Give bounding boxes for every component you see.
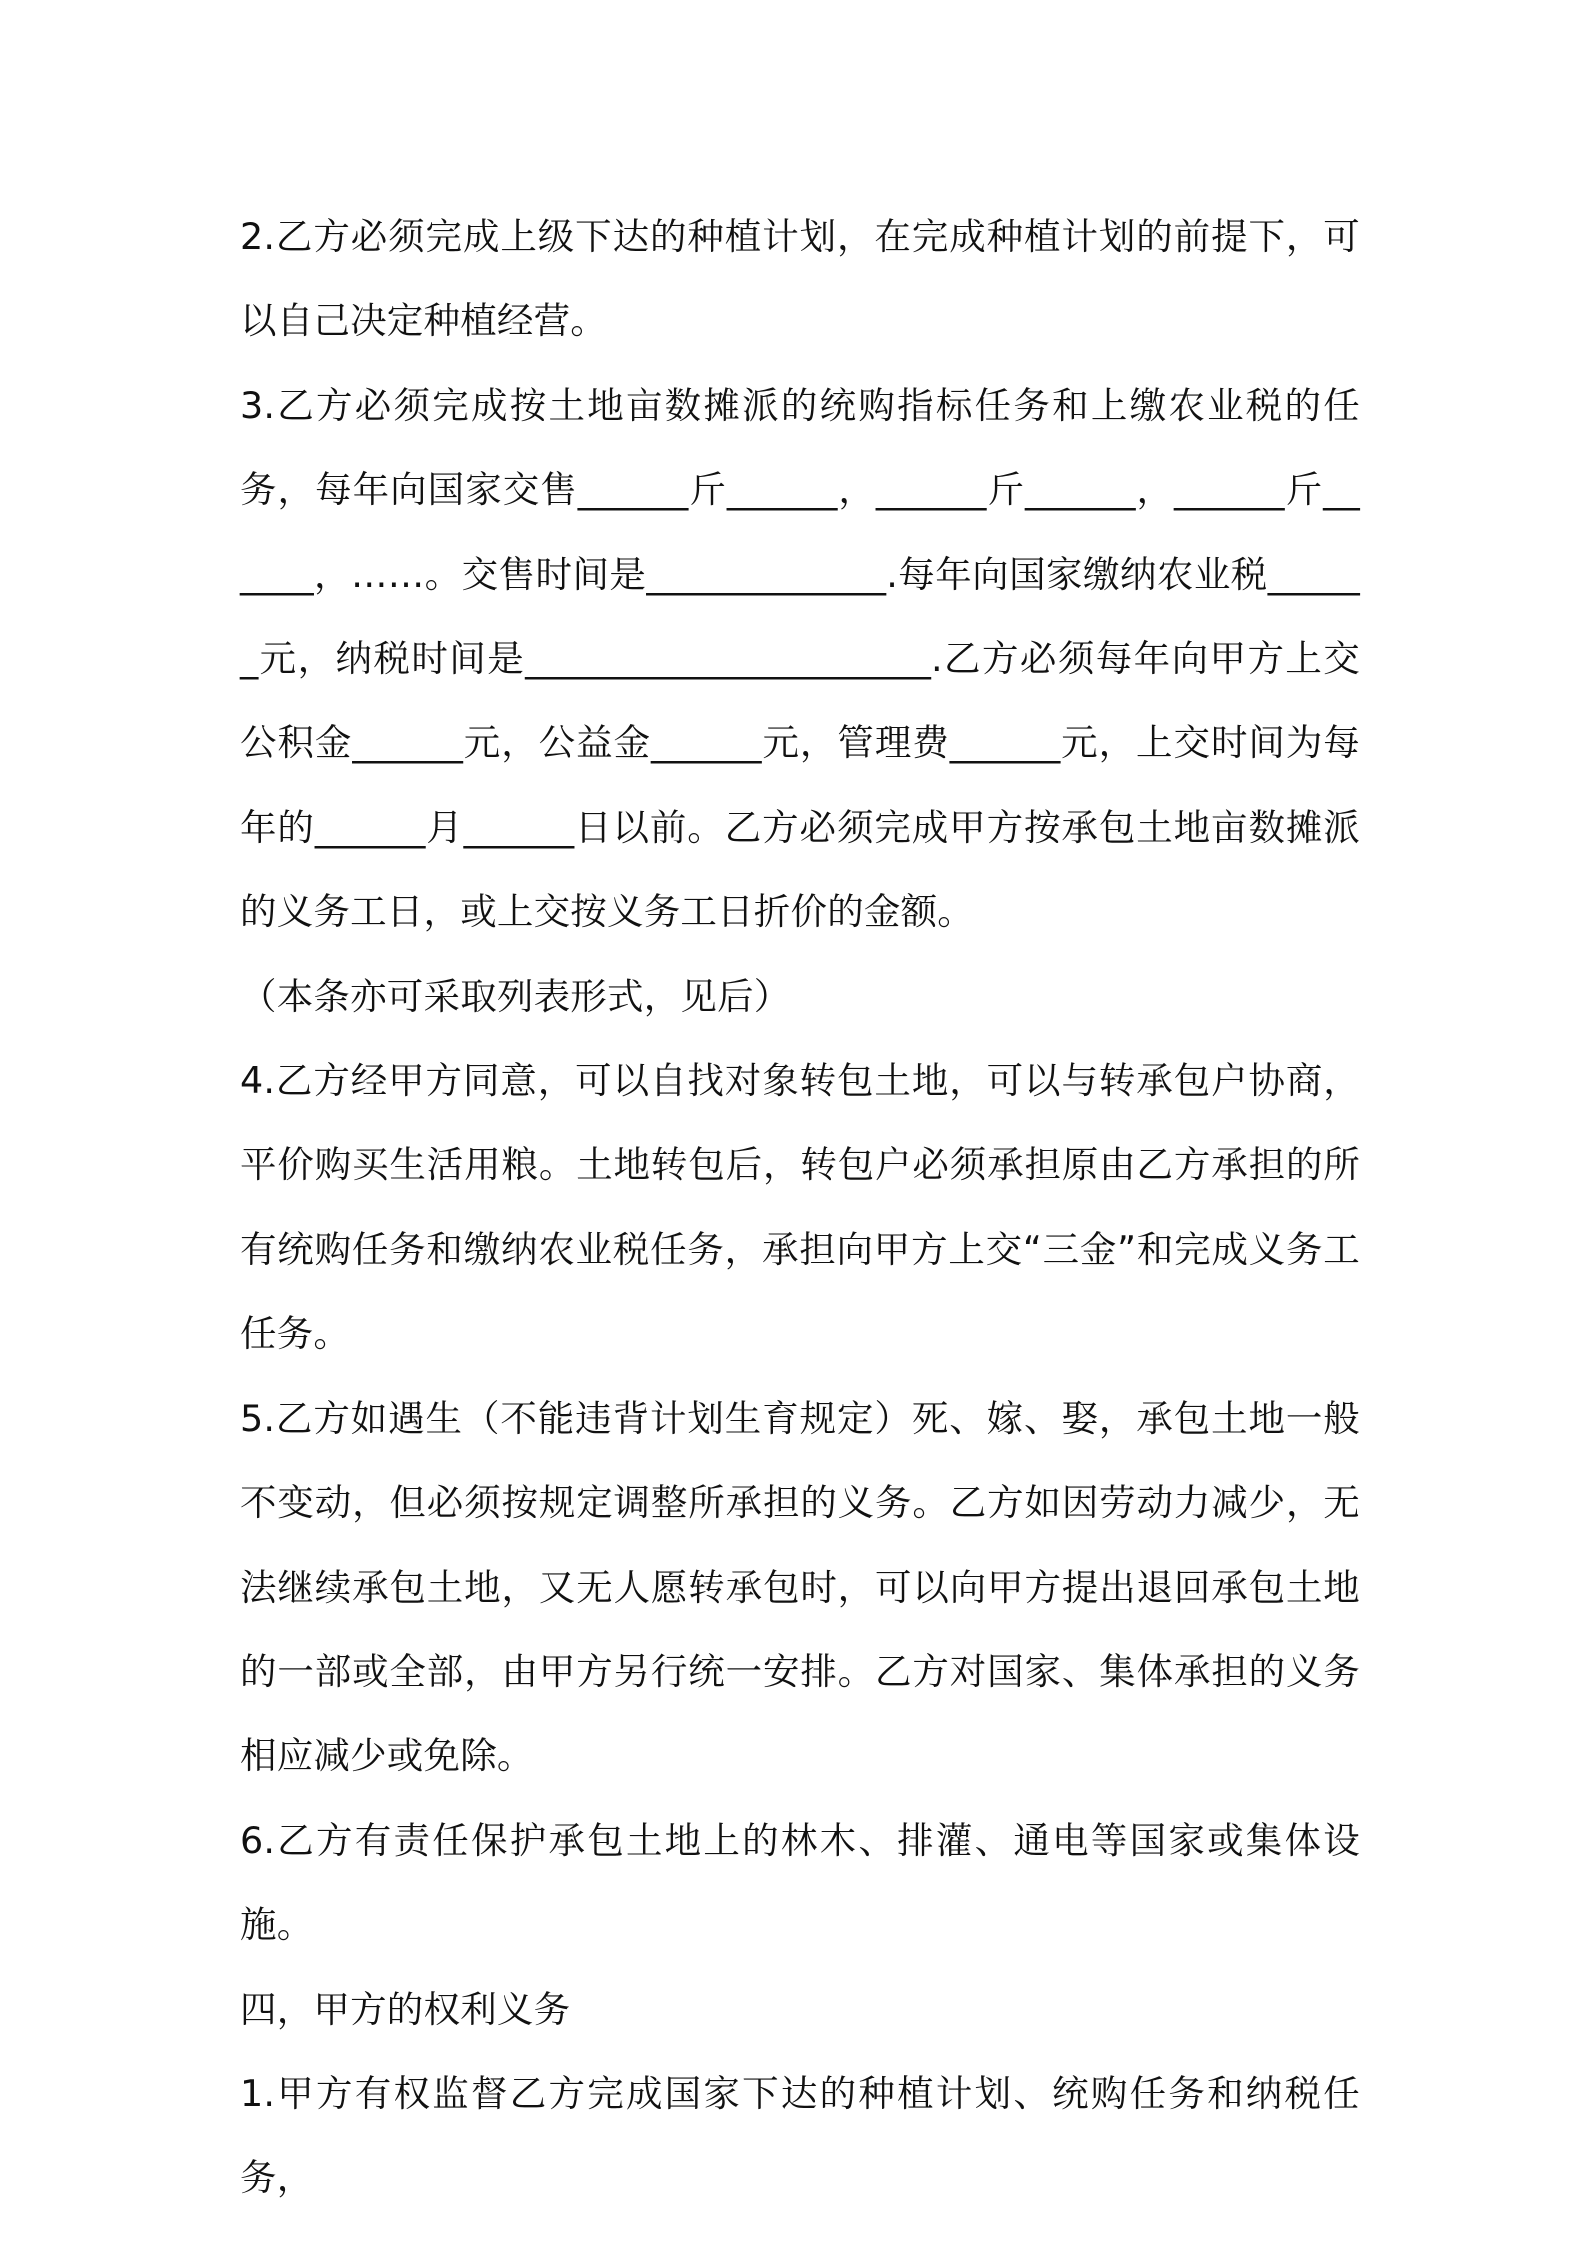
- clause-3-4: 4.乙方经甲方同意，可以自找对象转包土地，可以与转承包户协商，平价购买生活用粮。土地转包后，转包户必须承担原由乙方承担的所有统购任务和缴纳农业税任务，承担向甲方上交“三金”和完成义务工任务。: [240, 1059, 1360, 1356]
- clause-4-1: 1.甲方有权监督乙方完成国家下达的种植计划、统购任务和纳税任务，: [240, 2071, 1360, 2200]
- clause-3-2: 2.乙方必须完成上级下达的种植计划，在完成种植计划的前提下，可以自己决定种植经营。: [240, 215, 1360, 343]
- clause-3-6: 6.乙方有责任保护承包土地上的林木、排灌、通电等国家或集体设施。: [240, 1818, 1360, 1947]
- section-heading-4: 四，甲方的权利义务: [240, 1987, 571, 2031]
- clause-3-3: 3.乙方必须完成按土地亩数摊派的统购指标任务和上缴农业税的任务，每年向国家交售______斤______，______斤______，______斤______，……。交售时间是_____________.每年向国家缴纳农业税______元，纳税时间是______________________.乙方必须每年向甲方上交公积金______元，公益金______元，管理费______元，上交时间为每年的______月______日以前。乙方必须完成甲方按承包土地亩数摊派的义务工日，或上交按义务工日折价的金额。: [240, 383, 1360, 934]
- document-body: [240, 195, 1360, 2221]
- clause-3-5: 5.乙方如遇生（不能违背计划生育规定）死、嫁、娶，承包土地一般不变动，但必须按规定调整所承担的义务。乙方如因劳动力减少，无法继续承包土地，又无人愿转承包时，可以向甲方提出退回承包土地的一部或全部，由甲方另行统一安排。乙方对国家、集体承担的义务相应减少或免除。: [240, 1396, 1360, 1778]
- clause-3-3-note: （本条亦可采取列表形式，见后）: [240, 974, 791, 1018]
